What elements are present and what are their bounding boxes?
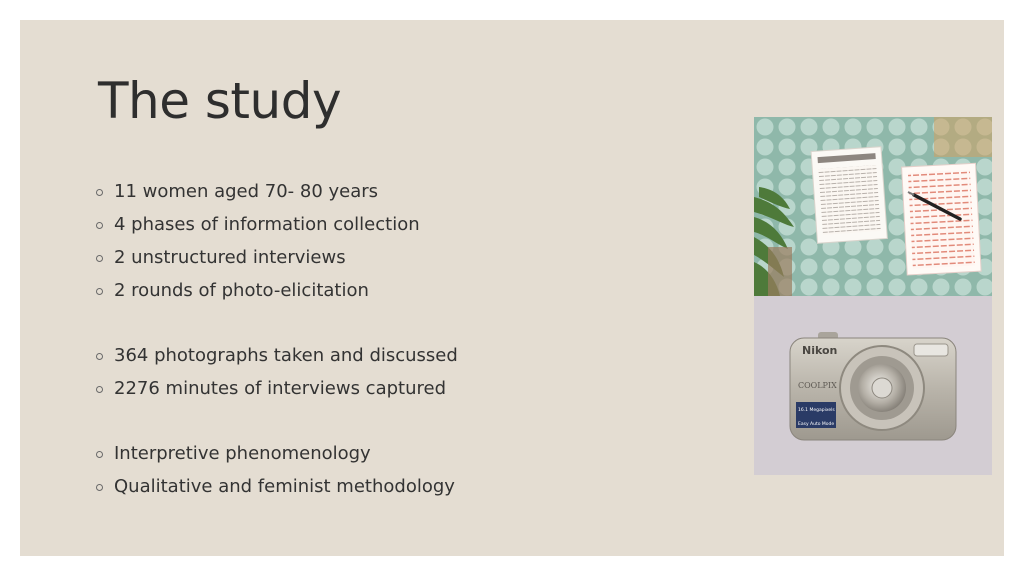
bullet-item xyxy=(96,377,458,410)
bullet-text: 2 rounds of photo-elicitation xyxy=(114,280,369,301)
bullet-text: 4 phases of information collection xyxy=(114,214,420,235)
bullet-text: 11 women aged 70- 80 years xyxy=(114,181,379,202)
bullet-item xyxy=(96,180,458,213)
bullet-circle-icon xyxy=(96,451,103,458)
bullet-circle-icon xyxy=(96,288,103,295)
bullet-circle-icon xyxy=(96,189,103,196)
bullet-circle-icon xyxy=(96,484,103,491)
bullet-text: 2276 minutes of interviews captured xyxy=(114,378,446,399)
camera-spec-text: Easy Auto Mode xyxy=(798,422,835,427)
documents-photo xyxy=(754,117,992,296)
bullet-circle-icon xyxy=(96,255,103,262)
bullet-circle-icon xyxy=(96,222,103,229)
slide xyxy=(20,20,1004,556)
bullet-text: Qualitative and feminist methodology xyxy=(114,476,455,497)
bullet-circle-icon xyxy=(96,353,103,360)
bullet-text: Interpretive phenomenology xyxy=(114,443,371,464)
camera-model-text: COOLPIX xyxy=(798,381,837,390)
bullet-text: 364 photographs taken and discussed xyxy=(114,345,458,366)
bullet-item xyxy=(96,442,458,475)
bullet-circle-icon xyxy=(96,386,103,393)
camera-photo xyxy=(754,296,992,475)
bullet-item xyxy=(96,213,458,246)
bullet-item xyxy=(96,279,458,312)
bullet-text: 2 unstructured interviews xyxy=(114,247,346,268)
bullet-list xyxy=(96,180,458,508)
camera-brand-text: Nikon xyxy=(802,344,838,357)
slide-title: The study xyxy=(98,72,342,130)
bullet-item xyxy=(96,246,458,279)
bullet-item xyxy=(96,475,458,508)
bullet-item xyxy=(96,344,458,377)
camera-spec-text: 16.1 Megapixels xyxy=(798,408,835,413)
